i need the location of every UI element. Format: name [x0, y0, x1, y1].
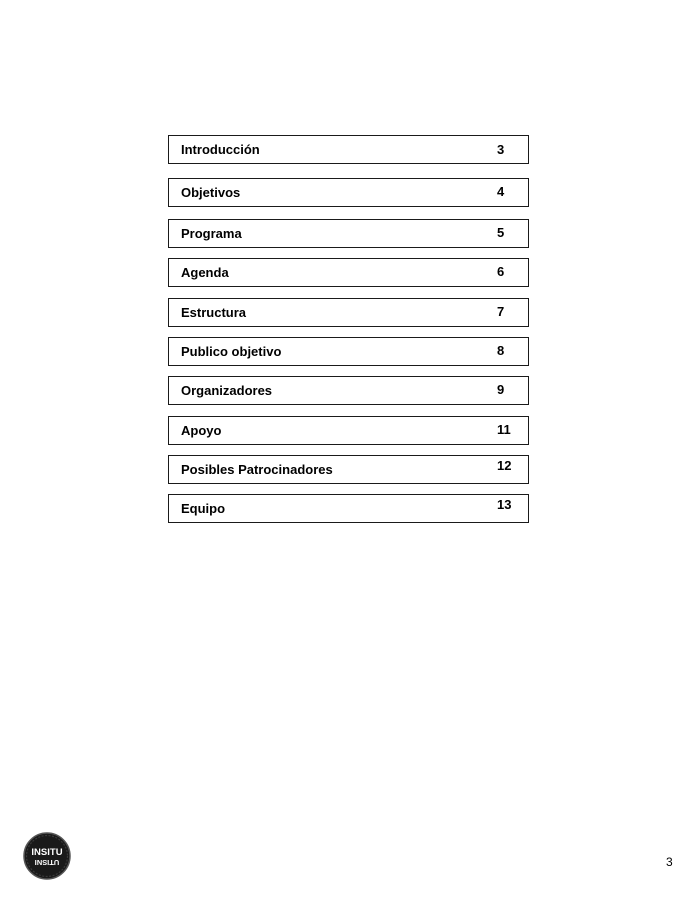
- toc-page-number: 12: [497, 458, 512, 473]
- toc-title: Programa: [181, 226, 242, 241]
- toc-page-number: 8: [497, 343, 505, 358]
- toc-title: Posibles Patrocinadores: [181, 462, 333, 477]
- toc-row-estructura[interactable]: [168, 298, 529, 327]
- toc-row-equipo[interactable]: [168, 494, 529, 523]
- toc-title: Objetivos: [181, 185, 241, 200]
- toc-row-apoyo[interactable]: [168, 416, 529, 445]
- toc-row-posibles-patrocinadores[interactable]: [168, 455, 529, 484]
- toc-page-number: 5: [497, 225, 505, 240]
- toc-page-number: 7: [497, 304, 505, 319]
- toc-page-number: 13: [497, 497, 512, 512]
- logo-text-bottom: UTISNI: [34, 858, 60, 867]
- toc-page-number: 4: [497, 184, 505, 199]
- toc-title: Organizadores: [181, 383, 273, 398]
- toc-page-number: 9: [497, 382, 505, 397]
- toc-row-programa[interactable]: [168, 219, 529, 248]
- toc-title: Agenda: [181, 265, 229, 280]
- toc-row-objetivos[interactable]: [168, 178, 529, 207]
- toc-row-agenda[interactable]: [168, 258, 529, 287]
- toc-title: Apoyo: [181, 423, 222, 438]
- page-number: 3: [666, 855, 673, 869]
- toc-page-number: 11: [497, 422, 511, 437]
- toc-row-organizadores[interactable]: [168, 376, 529, 405]
- toc-row-introduccion[interactable]: [168, 135, 529, 164]
- toc-title: Estructura: [181, 305, 247, 320]
- toc-title: Publico objetivo: [181, 344, 282, 359]
- toc-title: Equipo: [181, 501, 226, 516]
- toc-title: Introducción: [181, 142, 260, 157]
- insitu-logo-icon: [23, 832, 71, 880]
- toc-page-number: 6: [497, 264, 505, 279]
- logo-text-top: INSITU: [31, 847, 63, 858]
- toc-row-publico-objetivo[interactable]: [168, 337, 529, 366]
- toc-page-number: 3: [497, 142, 505, 157]
